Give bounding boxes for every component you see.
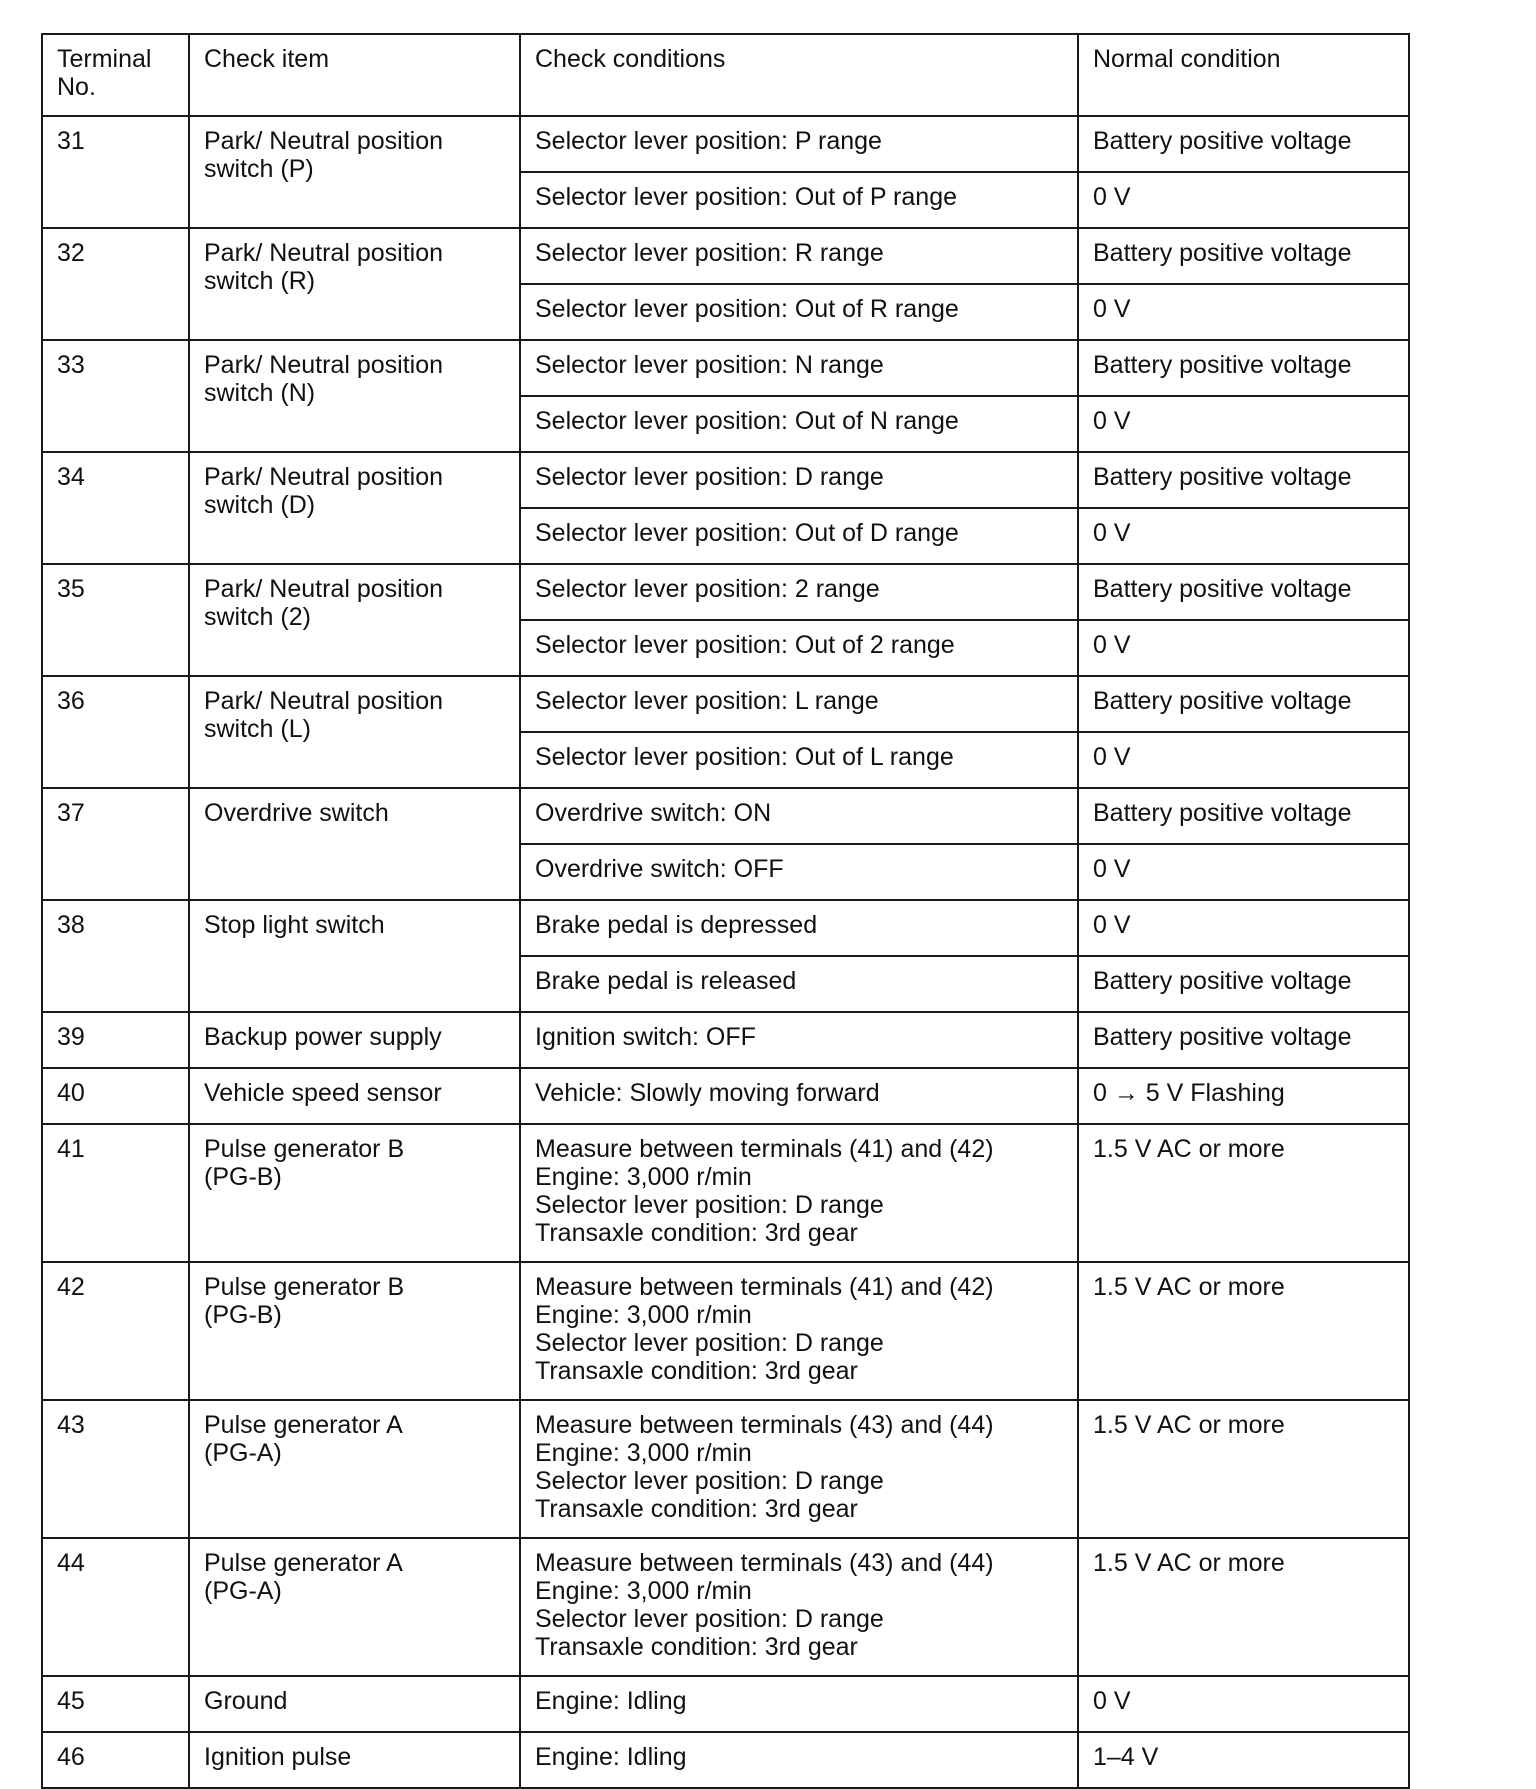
check-condition-cell: Engine: Idling: [520, 1676, 1078, 1732]
check-condition-cell: Vehicle: Slowly moving forward: [520, 1068, 1078, 1124]
check-condition-cell: Brake pedal is depressed: [520, 900, 1078, 956]
normal-condition-cell: Battery positive voltage: [1078, 676, 1409, 732]
table-row: [42, 452, 1409, 508]
check-item-cell: Pulse generator B (PG-B): [189, 1124, 520, 1262]
table-row: [42, 1124, 1409, 1262]
check-condition-cell: Measure between terminals (41) and (42) Engine: 3,000 r/min Selector lever position: D range Transaxle condition: 3rd gear: [520, 1262, 1078, 1400]
check-item-cell: Overdrive switch: [189, 788, 520, 900]
terminal-no-cell: 39: [42, 1012, 189, 1068]
normal-condition-cell: Battery positive voltage: [1078, 788, 1409, 844]
check-condition-cell: Selector lever position: L range: [520, 676, 1078, 732]
check-condition-cell: Brake pedal is released: [520, 956, 1078, 1012]
terminal-no-cell: 33: [42, 340, 189, 452]
check-condition-cell: Measure between terminals (43) and (44) Engine: 3,000 r/min Selector lever position: D range Transaxle condition: 3rd gear: [520, 1400, 1078, 1538]
header-normal-condition: Normal condition: [1078, 34, 1409, 116]
normal-condition-cell: 0 V: [1078, 620, 1409, 676]
check-condition-cell: Selector lever position: Out of L range: [520, 732, 1078, 788]
normal-condition-cell: 0 V: [1078, 732, 1409, 788]
normal-condition-cell: Battery positive voltage: [1078, 956, 1409, 1012]
normal-condition-cell: 0 → 5 V Flashing: [1078, 1068, 1409, 1124]
terminal-no-cell: 45: [42, 1676, 189, 1732]
check-condition-cell: Selector lever position: Out of 2 range: [520, 620, 1078, 676]
check-condition-cell: Selector lever position: Out of R range: [520, 284, 1078, 340]
table-row: [42, 1068, 1409, 1124]
terminal-no-cell: 46: [42, 1732, 189, 1788]
normal-condition-cell: Battery positive voltage: [1078, 1012, 1409, 1068]
table-row: [42, 340, 1409, 396]
check-condition-cell: Engine: Idling: [520, 1732, 1078, 1788]
table-row: [42, 228, 1409, 284]
check-condition-cell: Selector lever position: P range: [520, 116, 1078, 172]
normal-condition-cell: 1.5 V AC or more: [1078, 1400, 1409, 1538]
check-item-cell: Ignition pulse: [189, 1732, 520, 1788]
check-condition-cell: Selector lever position: D range: [520, 452, 1078, 508]
header-check-item: Check item: [189, 34, 520, 116]
check-item-cell: Park/ Neutral position switch (N): [189, 340, 520, 452]
terminal-no-cell: 36: [42, 676, 189, 788]
check-item-cell: Vehicle speed sensor: [189, 1068, 520, 1124]
check-item-cell: Pulse generator A (PG-A): [189, 1400, 520, 1538]
terminal-no-cell: 38: [42, 900, 189, 1012]
table-row: [42, 1400, 1409, 1538]
normal-condition-cell: 0 V: [1078, 844, 1409, 900]
check-condition-cell: Selector lever position: Out of N range: [520, 396, 1078, 452]
normal-condition-cell: Battery positive voltage: [1078, 340, 1409, 396]
normal-condition-cell: 1–4 V: [1078, 1732, 1409, 1788]
normal-condition-cell: 0 V: [1078, 396, 1409, 452]
table-row: [42, 116, 1409, 172]
check-condition-cell: Selector lever position: N range: [520, 340, 1078, 396]
table-row: [42, 1012, 1409, 1068]
terminal-no-cell: 43: [42, 1400, 189, 1538]
normal-condition-cell: 0 V: [1078, 508, 1409, 564]
header-check-conditions: Check conditions: [520, 34, 1078, 116]
table-header-row: [42, 34, 1409, 116]
check-item-cell: Pulse generator B (PG-B): [189, 1262, 520, 1400]
check-condition-cell: Ignition switch: OFF: [520, 1012, 1078, 1068]
check-condition-cell: Selector lever position: R range: [520, 228, 1078, 284]
normal-condition-cell: 1.5 V AC or more: [1078, 1262, 1409, 1400]
terminal-no-cell: 32: [42, 228, 189, 340]
normal-condition-cell: Battery positive voltage: [1078, 564, 1409, 620]
check-condition-cell: Overdrive switch: ON: [520, 788, 1078, 844]
terminal-no-cell: 34: [42, 452, 189, 564]
table-row: [42, 1732, 1409, 1788]
table-row: [42, 900, 1409, 956]
terminal-no-cell: 40: [42, 1068, 189, 1124]
terminal-no-cell: 41: [42, 1124, 189, 1262]
table-row: [42, 676, 1409, 732]
check-item-cell: Park/ Neutral position switch (P): [189, 116, 520, 228]
terminal-check-table: [41, 33, 1410, 1789]
normal-condition-cell: 0 V: [1078, 172, 1409, 228]
terminal-check-sheet: [41, 33, 1408, 1789]
terminal-no-cell: 42: [42, 1262, 189, 1400]
check-condition-cell: Selector lever position: Out of D range: [520, 508, 1078, 564]
check-item-cell: Backup power supply: [189, 1012, 520, 1068]
check-item-cell: Pulse generator A (PG-A): [189, 1538, 520, 1676]
check-condition-cell: Measure between terminals (43) and (44) Engine: 3,000 r/min Selector lever position: D range Transaxle condition: 3rd gear: [520, 1538, 1078, 1676]
terminal-no-cell: 35: [42, 564, 189, 676]
table-row: [42, 1676, 1409, 1732]
table-row: [42, 1538, 1409, 1676]
table-body: [42, 116, 1409, 1788]
check-item-cell: Park/ Neutral position switch (R): [189, 228, 520, 340]
check-item-cell: Stop light switch: [189, 900, 520, 1012]
check-item-cell: Ground: [189, 1676, 520, 1732]
header-terminal-no: Terminal No.: [42, 34, 189, 116]
normal-condition-cell: 0 V: [1078, 284, 1409, 340]
normal-condition-cell: 1.5 V AC or more: [1078, 1538, 1409, 1676]
terminal-no-cell: 37: [42, 788, 189, 900]
check-item-cell: Park/ Neutral position switch (2): [189, 564, 520, 676]
check-condition-cell: Overdrive switch: OFF: [520, 844, 1078, 900]
check-condition-cell: Measure between terminals (41) and (42) Engine: 3,000 r/min Selector lever position: D range Transaxle condition: 3rd gear: [520, 1124, 1078, 1262]
terminal-no-cell: 31: [42, 116, 189, 228]
table-row: [42, 564, 1409, 620]
normal-condition-cell: 0 V: [1078, 900, 1409, 956]
normal-condition-cell: Battery positive voltage: [1078, 228, 1409, 284]
check-condition-cell: Selector lever position: Out of P range: [520, 172, 1078, 228]
normal-condition-cell: 1.5 V AC or more: [1078, 1124, 1409, 1262]
table-row: [42, 788, 1409, 844]
check-condition-cell: Selector lever position: 2 range: [520, 564, 1078, 620]
normal-condition-cell: Battery positive voltage: [1078, 116, 1409, 172]
terminal-no-cell: 44: [42, 1538, 189, 1676]
check-item-cell: Park/ Neutral position switch (L): [189, 676, 520, 788]
normal-condition-cell: Battery positive voltage: [1078, 452, 1409, 508]
table-row: [42, 1262, 1409, 1400]
normal-condition-cell: 0 V: [1078, 1676, 1409, 1732]
check-item-cell: Park/ Neutral position switch (D): [189, 452, 520, 564]
